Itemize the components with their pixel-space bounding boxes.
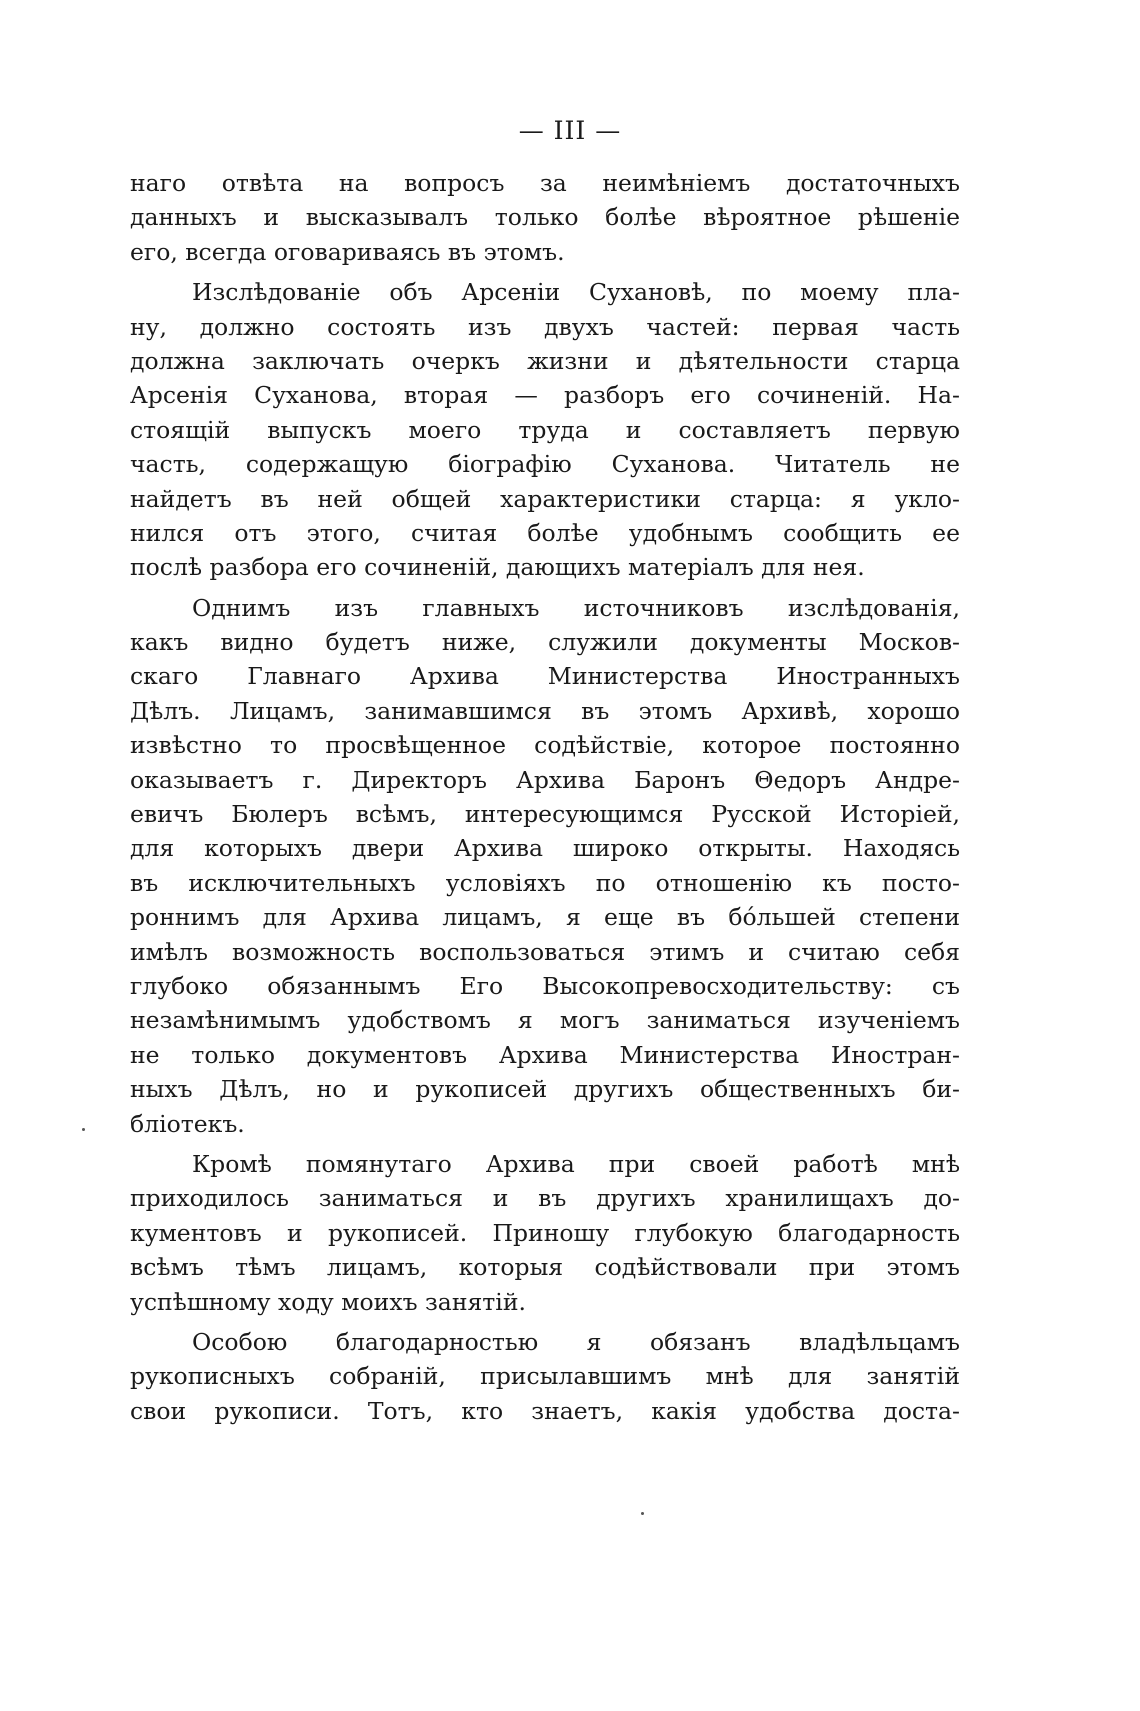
paragraph (130, 591, 960, 1141)
text-line: всѣмъ тѣмъ лицамъ, которыя содѣйствовали при этомъ (130, 1253, 960, 1282)
text-line: ныхъ Дѣлъ, но и рукописей другихъ общественныхъ би- (130, 1075, 960, 1104)
text-line: приходилось заниматься и въ другихъ хранилищахъ до- (130, 1184, 960, 1213)
text-line: Арсенія Суханова, вторая — разборъ его сочиненій. На- (130, 381, 960, 410)
text-line: данныхъ и высказывалъ только болѣе вѣроятное рѣшеніе (130, 203, 960, 232)
text-line: наго отвѣта на вопросъ за неимѣніемъ достаточныхъ (130, 169, 960, 197)
text-line: кументовъ и рукописей. Приношу глубокую благодарность (130, 1218, 960, 1247)
text-line: рукописныхъ собраній, присылавшимъ мнѣ для занятій (130, 1362, 960, 1391)
page-number: — III — (518, 116, 622, 145)
text-line: для которыхъ двери Архива широко открыты. Находясь (130, 834, 960, 863)
text-line: роннимъ для Архива лицамъ, я еще въ бóльшей степени (130, 903, 960, 932)
paragraph (130, 166, 960, 269)
text-line: извѣстно то просвѣщенное содѣйствіе, которое постоянно (130, 731, 960, 760)
text-line: оказываетъ г. Директоръ Архива Баронъ Θедоръ Андре- (130, 765, 960, 794)
text-line: Кромѣ помянутаго Архива при своей работѣ мнѣ (192, 1149, 960, 1178)
text-line: успѣшному ходу моихъ занятій. (130, 1287, 526, 1316)
paragraph (130, 1147, 960, 1319)
text-line: незамѣнимымъ удобствомъ я могъ заниматься изученіемъ (130, 1006, 960, 1035)
text-line: Дѣлъ. Лицамъ, занимавшимся въ этомъ Архивѣ, хорошо (130, 696, 960, 725)
paragraph (130, 275, 960, 585)
text-line: скаго Главнаго Архива Министерства Иностранныхъ (130, 662, 960, 691)
text-line: Однимъ изъ главныхъ источниковъ изслѣдованія, (192, 593, 960, 622)
text-line: Особою благодарностью я обязанъ владѣльцамъ (192, 1327, 960, 1356)
text-line: глубоко обязаннымъ Его Высокопревосходительству: съ (130, 971, 960, 1000)
text-line: его, всегда оговариваясь въ этомъ. (130, 237, 565, 266)
text-line: нился отъ этого, считая болѣе удобнымъ сообщить ее (130, 518, 960, 547)
text-line: Изслѣдованіе объ Арсеніи Сухановѣ, по моему пла- (192, 278, 960, 307)
text-line: стоящій выпускъ моего труда и составляетъ первую (130, 415, 960, 444)
text-line: евичъ Бюлеръ всѣмъ, интересующимся Русской Исторіей, (130, 800, 960, 829)
text-line: часть, содержащую біографію Суханова. Читатель не (130, 450, 960, 479)
text-line: послѣ разбора его сочиненій, дающихъ матеріалъ для нея. (130, 553, 865, 582)
scan-speck (641, 1512, 644, 1515)
text-line: найдетъ въ ней общей характеристики старца: я укло- (130, 484, 960, 513)
scan-speck (82, 1128, 85, 1131)
text-line: въ исключительныхъ условіяхъ по отношенію къ посто- (130, 868, 960, 897)
text-line: ну, должно состоять изъ двухъ частей: первая часть (130, 312, 960, 341)
text-line: имѣлъ возможность воспользоваться этимъ и считаю себя (130, 937, 960, 966)
text-line: не только документовъ Архива Министерства Иностран- (130, 1040, 960, 1069)
text-line: свои рукописи. Тотъ, кто знаетъ, какія удобства доста- (130, 1396, 960, 1425)
text-line: должна заключать очеркъ жизни и дѣятельности старца (130, 346, 960, 375)
text-line: бліотекъ. (130, 1109, 245, 1138)
body-text (130, 166, 960, 1428)
paragraph (130, 1325, 960, 1428)
text-line: какъ видно будетъ ниже, служили документы Москов- (130, 628, 960, 657)
